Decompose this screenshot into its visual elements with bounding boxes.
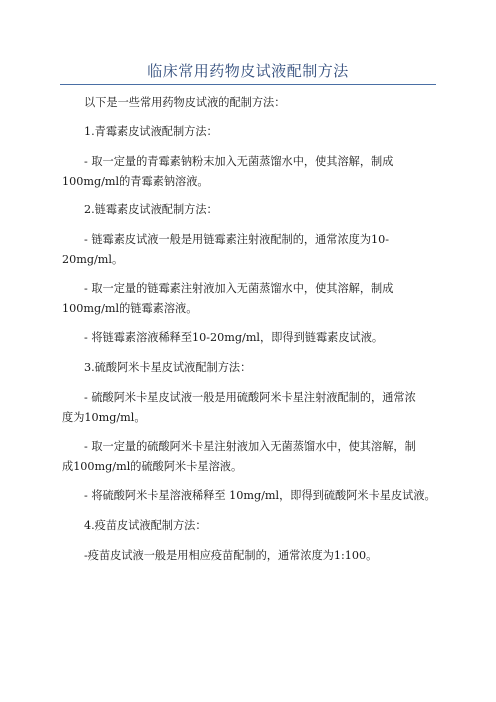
- section-heading-amikacin: [62, 358, 440, 378]
- paragraph-line: 度为10mg/ml。: [62, 411, 146, 424]
- section-heading-vaccine: [62, 516, 440, 536]
- paragraph-line: -疫苗皮试液一般是用相应疫苗配制的，通常浓度为1:100。: [84, 549, 378, 562]
- document-title: 临床常用药物皮试液配制方法: [147, 62, 349, 80]
- section-heading-penicillin: [62, 122, 440, 142]
- paragraph-line: - 链霉素皮试液一般是用链霉素注射液配制的，通常浓度为10-: [84, 233, 390, 246]
- paragraph-line: - 取一定量的硫酸阿米卡星注射液加入无菌蒸馏水中，使其溶解，制: [84, 440, 416, 453]
- paragraph-intro: [62, 93, 440, 113]
- paragraph-amikacin-concentration: [62, 388, 440, 428]
- paragraph-line: - 将硫酸阿米卡星溶液稀释至 10mg/ml，即得到硫酸阿米卡星皮试液。: [84, 489, 436, 502]
- paragraph-amikacin-step: [62, 437, 440, 477]
- paragraph-line: - 取一定量的链霉素注射液加入无菌蒸馏水中，使其溶解，制成: [84, 282, 394, 295]
- paragraph-line: 100mg/ml的青霉素钠溶液。: [62, 175, 209, 188]
- paragraph-line: 1.青霉素皮试液配制方法：: [84, 125, 218, 138]
- paragraph-line: 成100mg/ml的硫酸阿米卡星溶液。: [62, 460, 243, 473]
- paragraph-line: 4.疫苗皮试液配制方法：: [84, 519, 207, 532]
- paragraph-streptomycin-step: [62, 279, 440, 319]
- title-underline: [60, 84, 436, 85]
- paragraph-line: 以下是一些常用药物皮试液的配制方法：: [84, 96, 286, 109]
- paragraph-penicillin-step: [62, 152, 440, 192]
- paragraph-vaccine-concentration: [62, 546, 440, 566]
- paragraph-line: - 将链霉素溶液稀释至10-20mg/ml，即得到链霉素皮试液。: [84, 331, 384, 344]
- paragraph-line: 20mg/ml。: [62, 253, 124, 266]
- paragraph-streptomycin-concentration: [62, 230, 440, 270]
- paragraph-line: - 取一定量的青霉素钠粉末加入无菌蒸馏水中，使其溶解，制成: [84, 155, 394, 168]
- paragraph-amikacin-dilute: [62, 486, 440, 506]
- paragraph-line: 3.硫酸阿米卡星皮试液配制方法：: [84, 361, 252, 374]
- paragraph-line: 100mg/ml的链霉素溶液。: [62, 302, 198, 315]
- section-heading-streptomycin: [62, 200, 440, 220]
- paragraph-line: 2.链霉素皮试液配制方法：: [84, 203, 218, 216]
- paragraph-streptomycin-dilute: [62, 328, 440, 348]
- paragraph-line: - 硫酸阿米卡星皮试液一般是用硫酸阿米卡星注射液配制的，通常浓: [84, 391, 416, 404]
